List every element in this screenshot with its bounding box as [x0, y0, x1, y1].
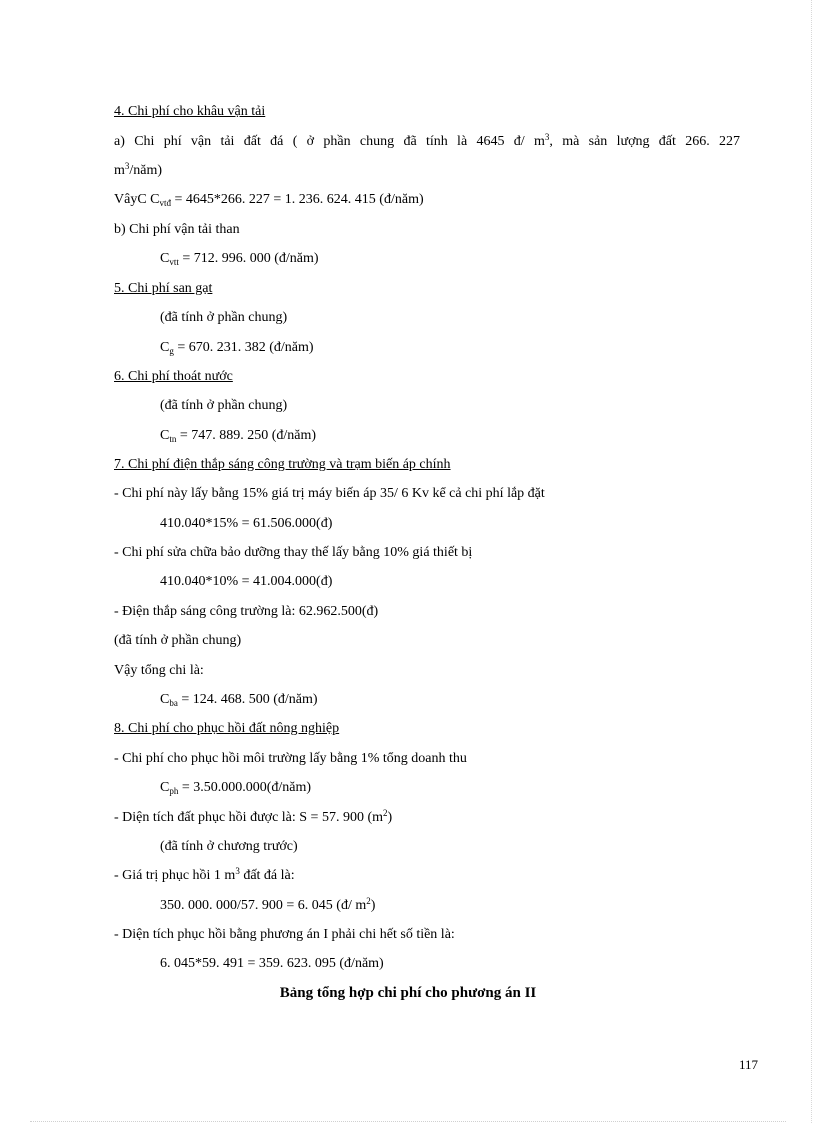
page-side-rule — [811, 0, 812, 1123]
section-4-heading: 4. Chi phí cho khâu vận tải — [114, 104, 266, 119]
section-5-heading: 5. Chi phí san gạt — [114, 281, 213, 296]
section-7-line3: - Điện thắp sáng công trường là: 62.962.500(đ) — [114, 604, 379, 619]
section-8-note: (đã tính ở chương trước) — [160, 839, 298, 854]
section-8-line1: - Chi phí cho phục hồi môi trường lấy bằng 1% tổng doanh thu — [114, 751, 467, 766]
section-4b-formula: $C_{vtt} = 712$. 996. 000 (đ/năm) — [160, 251, 319, 267]
section-4a-line2: $m^3/năm$) — [114, 161, 163, 178]
section-4a-line1: a) Chi phí vận tải đất đá ( ở phần chung đã tính là 4645 đ/ $m^3$, mà sản lượng đất 266. 227 — [114, 132, 741, 149]
section-6-heading: 6. Chi phí thoát nước — [114, 369, 233, 384]
section-7-line1: - Chi phí này lấy bằng 15% giá trị máy biến áp 35/ 6 Kv kể cả chi phí lắp đặt — [114, 486, 545, 501]
section-6-note: (đã tính ở phần chung) — [160, 398, 288, 413]
section-4-vay-formula: VâyC $C_{vtđ} = 4645*266$. 227 = 1. 236. 624. 415 (đ/năm) — [114, 192, 424, 208]
section-7-formula: $C_{ba} = 124$. 468. 500 (đ/năm) — [160, 692, 318, 708]
section-7-total-label: Vậy tổng chi là: — [114, 663, 204, 678]
section-7-calc2: 410.040*10% = 41.004.000(đ) — [160, 574, 333, 589]
section-5-formula: $C_g = 670$. 231. 382 (đ/năm) — [160, 340, 314, 356]
section-7-heading: 7. Chi phí điện thắp sáng công trường và trạm biến áp chính — [114, 457, 451, 472]
page-number: 117 — [739, 1057, 759, 1072]
section-5-note: (đã tính ở phần chung) — [160, 310, 288, 325]
section-8-cph-formula: $C_{ph}$ = 3.50.000.000(đ/năm) — [160, 780, 312, 796]
page-bottom-rule — [30, 1121, 786, 1122]
section-8-heading: 8. Chi phí cho phục hồi đất nông nghiệp — [114, 721, 340, 736]
section-8-last-calc: 6. 045*59. 491 = 359. 623. 095 (đ/năm) — [160, 956, 384, 971]
section-4b-line: b) Chi phí vận tải than — [114, 222, 240, 237]
section-8-area-line: - Diện tích đất phục hồi được là: S = 57. 900 $(m^2)$ — [114, 808, 393, 825]
table-title: Bảng tổng hợp chi phí cho phương án II — [279, 985, 537, 1001]
section-8-last-line: - Diện tích phục hồi bằng phương án I phải chi hết số tiền là: — [114, 927, 455, 942]
section-8-value-calc: 350. 000. 000/57. 900 = 6. 045 (đ/ $m^2$) — [160, 896, 376, 913]
section-8-value-line: - Giá trị phục hồi 1 $m^3$ đất đá là: — [114, 866, 295, 883]
section-7-calc1: 410.040*15% = 61.506.000(đ) — [160, 516, 333, 531]
section-7-note: (đã tính ở phần chung) — [114, 633, 242, 648]
section-6-formula: $C_{tn} = 747$. 889. 250 (đ/năm) — [160, 428, 317, 444]
section-7-line2: - Chi phí sửa chữa bảo dưỡng thay thế lấy bằng 10% giá thiết bị — [114, 545, 473, 560]
